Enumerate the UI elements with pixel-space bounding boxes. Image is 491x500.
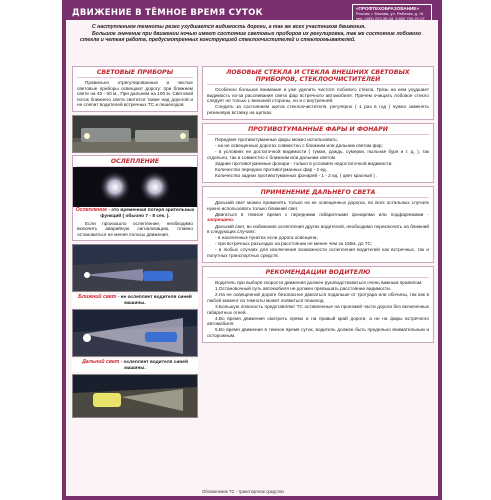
fog-text: Передние противотуманные фары можно использовать: - на не освещенных дорогах совместно с ближним или дальним светом фар; - в условиях не достаточной видимости ( туман, дождь, сумерки, пыльная буря и т. д. ), так отдельно, так и совместно с ближним или дальним светом. Задние противотуманные фонари - только в условиях недостаточной видимости. Количество передних противотуманных фар - 2 ед. Количество задних противотуманных фонарей - 1 - 2 ед. ( цвет красный ) . <box>207 136 429 179</box>
advice-title: РЕКОМЕНДАЦИИ ВОДИТЕЛЮ <box>207 269 429 278</box>
glass-text: Особенно большое внимание и уже уделить чистоте лобового стекла. Грязь на нем ухудшает видимость из-за рассеивания света фар встречного автомобиля. Причем очищать лобовое стекло следует не только с внешней стороны, но и с внутренней. Следить за состоянием щеток стеклоочистителя, регулярно ( 1 раз в год ) нужно заменять резиновую вставку на щетках. <box>207 87 429 115</box>
intro-text <box>66 20 438 46</box>
lights-title: СВЕТОВЫЕ ПРИБОРЫ <box>77 69 193 78</box>
intro-paragraph-2: Большое значение при движении ночью имеет состояние световых приборов их регулировка, так же состояние лобового стекла и четкая работа, предусмотренных конструкцией стеклоочистителей и стеклоомывателей. <box>80 31 422 43</box>
poster <box>62 0 442 500</box>
glare-box <box>72 155 198 240</box>
left-column <box>72 66 198 420</box>
glass-title: ЛОБОВЫЕ СТЕКЛА И СТЕКЛА ВНЕШНИХ СВЕТОВЫХ ПРИБОРОВ, СТЕКЛООЧИСТИТЕЛЕЙ <box>207 69 429 85</box>
glare-title: ОСЛЕПЛЕНИЕ <box>77 158 193 167</box>
high-beam-text: Дальний свет можно применять только на не освещенных дорогах, во всех остальных случаях нужно использовать только ближний свет. Двигаться в темное время с передними габаритными фонарями или подфарниками - запрещено. Дальний свет, во избежания ослепления других водителей, необходимо переключать на ближний в следующих случаях: - в населенных пунктах если дорога освещена; - при встречных разъездах на расстоянии не менее чем за 150м. до ТС; - в любых случаях для исключения возможности ослепления водителей как встречных, так и попутных транспортных средств. <box>207 200 429 258</box>
near-light-photo <box>72 244 198 292</box>
glare-text: Если произошло ослепление, необходимо включить аварийную сигнализацию, плавно остановиться не меняя полосы движения. <box>77 220 193 237</box>
high-beam-title: ПРИМЕНЕНИЕ ДАЛЬНЕГО СВЕТА <box>207 189 429 198</box>
far-light-photo <box>72 309 198 357</box>
intro-paragraph-1: С наступлением темноты резко ухудшается видимость дороги, а так же всех участников движения. <box>92 24 366 30</box>
logo-address: Россия, г. Москва, ул. Рабочая, д. 91 <box>356 10 424 16</box>
poster-title: ДВИЖЕНИЕ В ТЁМНОЕ ВРЕМЯ СУТОК <box>72 8 263 18</box>
right-column <box>202 66 434 346</box>
advice-text: Водитель при выборе скорости движения должен руководствоваться очень важным правилом: 1.Остановочный путь автомобиля не должен превышать расстояние видимости. 2.На не освещенной дороге безопасное двигаться подальше от тротуара или обочины, так как в любой момент из темноты может появиться пешеход. 3.Большую опасность представляют ТС оставленные на проезжей части дороги без включенных габаритных огней. 4.Во время движения смотреть прямо и на правый край дороги, а не на фары встречного автомобиля. 5.Во время движения в темное время суток, водитель должен быть предельно внимательным и осторожным. <box>207 280 429 338</box>
far-light-caption: Дальний свет - ослепляет водителя синей машины. <box>72 359 198 372</box>
fog-box <box>202 123 434 183</box>
night-road-photo <box>72 374 198 418</box>
lights-text: Правильно отрегулированные и чистые световые приборы освещают дорогу: при ближнем свете на 40 - 50 м., При дальнем на 100 м. Световой поток ближнего света светится также над дорогой и не слепит водителей встречных ТС и пешеходов. <box>77 80 193 108</box>
logo-name: «ПРОФТЕХОБРАЗОВАНИЕ» <box>356 5 419 11</box>
lights-box <box>72 66 198 112</box>
glare-photo <box>73 167 197 207</box>
fog-title: ПРОТИВОТУМАННЫЕ ФАРЫ И ФОНАРИ <box>207 126 429 135</box>
glass-box <box>202 66 434 120</box>
logo-phone: тел. (495) 223-39-34, 8 800 700-21-07 <box>356 15 425 21</box>
near-light-caption: Ближний свет - не ослепляет водителя синей машины. <box>72 294 198 307</box>
high-beam-box <box>202 186 434 263</box>
footnote: Обозначение ТС - транспортное средство <box>202 489 284 494</box>
advice-box <box>202 266 434 343</box>
glare-caption: Ослепление - это временная потеря зрительных функций ( обычно 7 - 8 сек. ). <box>73 207 197 220</box>
lights-photo <box>72 115 198 153</box>
poster-sheet <box>66 20 438 496</box>
